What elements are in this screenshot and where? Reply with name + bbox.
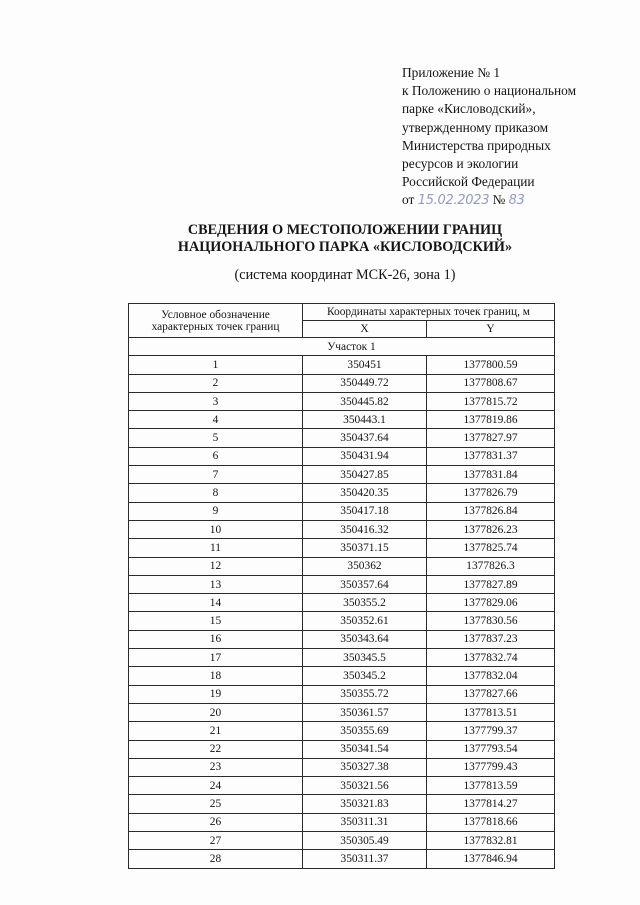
- y-coordinate-cell: 1377831.84: [427, 466, 555, 484]
- date-prefix: от: [402, 192, 415, 208]
- point-number-cell: 27: [129, 832, 303, 850]
- point-number-cell: 20: [129, 703, 303, 721]
- x-coordinate-cell: 350345.5: [303, 649, 427, 667]
- x-coordinate-cell: 350327.38: [303, 758, 427, 776]
- x-coordinate-cell: 350431.94: [303, 447, 427, 465]
- x-coordinate-cell: 350451: [303, 356, 427, 374]
- y-coordinate-cell: 1377846.94: [427, 850, 555, 868]
- point-designation-header: Условное обозначение характерных точек границ: [129, 304, 303, 338]
- y-coordinate-cell: 1377813.59: [427, 777, 555, 795]
- x-coordinate-cell: 350445.82: [303, 392, 427, 410]
- x-coordinate-cell: 350355.69: [303, 722, 427, 740]
- table-row: [129, 722, 555, 740]
- point-number-cell: 18: [129, 667, 303, 685]
- x-coordinate-cell: 350371.15: [303, 539, 427, 557]
- table-row: [129, 777, 555, 795]
- table-row: [129, 447, 555, 465]
- coordinates-header: Координаты характерных точек границ, м: [303, 304, 555, 321]
- y-coordinate-cell: 1377832.81: [427, 832, 555, 850]
- x-coordinate-cell: 350355.2: [303, 594, 427, 612]
- point-number-cell: 21: [129, 722, 303, 740]
- appendix-line: к Положению о национальном: [402, 83, 577, 99]
- table-row: [129, 374, 555, 392]
- x-coordinate-cell: 350416.32: [303, 520, 427, 538]
- x-coordinate-cell: 350427.85: [303, 466, 427, 484]
- y-coordinate-cell: 1377826.3: [427, 557, 555, 575]
- table-row: [129, 758, 555, 776]
- table-row: [129, 392, 555, 410]
- title-line-1: СВЕДЕНИЯ О МЕСТОПОЛОЖЕНИИ ГРАНИЦ: [187, 222, 503, 238]
- table-row: [129, 557, 555, 575]
- point-number-cell: 25: [129, 795, 303, 813]
- x-coordinate-cell: 350437.64: [303, 429, 427, 447]
- y-coordinate-cell: 1377826.84: [427, 502, 555, 520]
- y-coordinate-cell: 1377814.27: [427, 795, 555, 813]
- x-coordinate-cell: 350321.83: [303, 795, 427, 813]
- x-coordinate-cell: 350361.57: [303, 703, 427, 721]
- table-row: [129, 575, 555, 593]
- x-coordinate-cell: 350352.61: [303, 612, 427, 630]
- point-number-cell: 4: [129, 411, 303, 429]
- table-row: [129, 850, 555, 868]
- table-row: [129, 429, 555, 447]
- point-number-cell: 24: [129, 777, 303, 795]
- point-number-cell: 28: [129, 850, 303, 868]
- document-title: [120, 222, 570, 256]
- point-number-cell: 16: [129, 630, 303, 648]
- point-number-cell: 17: [129, 649, 303, 667]
- table-row: [129, 703, 555, 721]
- x-coordinate-cell: 350341.54: [303, 740, 427, 758]
- appendix-block: [402, 64, 627, 211]
- x-coordinate-cell: 350357.64: [303, 575, 427, 593]
- y-coordinate-cell: 1377826.79: [427, 484, 555, 502]
- point-number-cell: 9: [129, 502, 303, 520]
- y-coordinate-cell: 1377832.74: [427, 649, 555, 667]
- y-coordinate-cell: 1377827.97: [427, 429, 555, 447]
- point-number-cell: 7: [129, 466, 303, 484]
- y-coordinate-cell: 1377813.51: [427, 703, 555, 721]
- table-row: [129, 813, 555, 831]
- appendix-line: Министерства природных: [402, 137, 551, 153]
- coordinate-system-subtitle: (система координат МСК-26, зона 1): [234, 267, 456, 283]
- table-row: [129, 539, 555, 557]
- y-coordinate-cell: 1377819.86: [427, 411, 555, 429]
- number-prefix: №: [492, 192, 506, 208]
- table-row: [129, 630, 555, 648]
- x-coordinate-cell: 350345.2: [303, 667, 427, 685]
- x-coordinate-cell: 350311.31: [303, 813, 427, 831]
- x-header: X: [303, 321, 427, 338]
- appendix-line: ресурсов и экологии: [402, 156, 519, 172]
- point-number-cell: 26: [129, 813, 303, 831]
- title-line-2: НАЦИОНАЛЬНОГО ПАРКА «КИСЛОВОДСКИЙ»: [177, 239, 513, 255]
- table-row: [129, 795, 555, 813]
- y-coordinate-cell: 1377826.23: [427, 520, 555, 538]
- y-coordinate-cell: 1377829.06: [427, 594, 555, 612]
- x-coordinate-cell: 350420.35: [303, 484, 427, 502]
- y-coordinate-cell: 1377827.66: [427, 685, 555, 703]
- x-coordinate-cell: 350362: [303, 557, 427, 575]
- x-coordinate-cell: 350443.1: [303, 411, 427, 429]
- table-row: [129, 832, 555, 850]
- table-row: [129, 685, 555, 703]
- x-coordinate-cell: 350321.56: [303, 777, 427, 795]
- table-row: [129, 411, 555, 429]
- y-coordinate-cell: 1377799.43: [427, 758, 555, 776]
- x-coordinate-cell: 350311.37: [303, 850, 427, 868]
- y-coordinate-cell: 1377827.89: [427, 575, 555, 593]
- x-coordinate-cell: 350417.18: [303, 502, 427, 520]
- x-coordinate-cell: 350343.64: [303, 630, 427, 648]
- y-coordinate-cell: 1377799.37: [427, 722, 555, 740]
- y-coordinate-cell: 1377831.37: [427, 447, 555, 465]
- y-coordinate-cell: 1377832.04: [427, 667, 555, 685]
- point-number-cell: 10: [129, 520, 303, 538]
- y-header: Y: [427, 321, 555, 338]
- header-row: [129, 304, 555, 321]
- appendix-line: Приложение № 1: [402, 65, 501, 80]
- appendix-line: Российской Федерации: [402, 174, 535, 190]
- point-number-cell: 15: [129, 612, 303, 630]
- appendix-line: утвержденному приказом: [402, 119, 549, 135]
- handwritten-date: 15.02.2023: [417, 193, 490, 209]
- section-label: Участок 1: [327, 340, 376, 353]
- table-row: [129, 484, 555, 502]
- table-row: [129, 612, 555, 630]
- table-row: [129, 502, 555, 520]
- table-row: [129, 740, 555, 758]
- table-row: [129, 356, 555, 374]
- point-number-cell: 19: [129, 685, 303, 703]
- y-coordinate-cell: 1377808.67: [427, 374, 555, 392]
- y-coordinate-cell: 1377815.72: [427, 392, 555, 410]
- x-coordinate-cell: 350305.49: [303, 832, 427, 850]
- table-row: [129, 520, 555, 538]
- x-coordinate-cell: 350355.72: [303, 685, 427, 703]
- point-number-cell: 13: [129, 575, 303, 593]
- point-number-cell: 1: [129, 356, 303, 374]
- appendix-line: парке «Кисловодский»,: [402, 101, 536, 117]
- y-coordinate-cell: 1377830.56: [427, 612, 555, 630]
- point-number-cell: 6: [129, 447, 303, 465]
- handwritten-number: 83: [508, 193, 525, 209]
- point-number-cell: 22: [129, 740, 303, 758]
- point-number-cell: 11: [129, 539, 303, 557]
- point-number-cell: 2: [129, 374, 303, 392]
- y-coordinate-cell: 1377800.59: [427, 356, 555, 374]
- point-number-cell: 8: [129, 484, 303, 502]
- table-row: [129, 594, 555, 612]
- y-coordinate-cell: 1377818.66: [427, 813, 555, 831]
- table-row: [129, 667, 555, 685]
- table-row: [129, 649, 555, 667]
- point-number-cell: 5: [129, 429, 303, 447]
- point-number-cell: 3: [129, 392, 303, 410]
- coordinates-table: [128, 303, 555, 869]
- point-number-cell: 12: [129, 557, 303, 575]
- point-number-cell: 14: [129, 594, 303, 612]
- section-row: [129, 338, 555, 356]
- point-number-cell: 23: [129, 758, 303, 776]
- y-coordinate-cell: 1377837.23: [427, 630, 555, 648]
- x-coordinate-cell: 350449.72: [303, 374, 427, 392]
- y-coordinate-cell: 1377825.74: [427, 539, 555, 557]
- table-row: [129, 466, 555, 484]
- order-date-line: [402, 191, 627, 210]
- y-coordinate-cell: 1377793.54: [427, 740, 555, 758]
